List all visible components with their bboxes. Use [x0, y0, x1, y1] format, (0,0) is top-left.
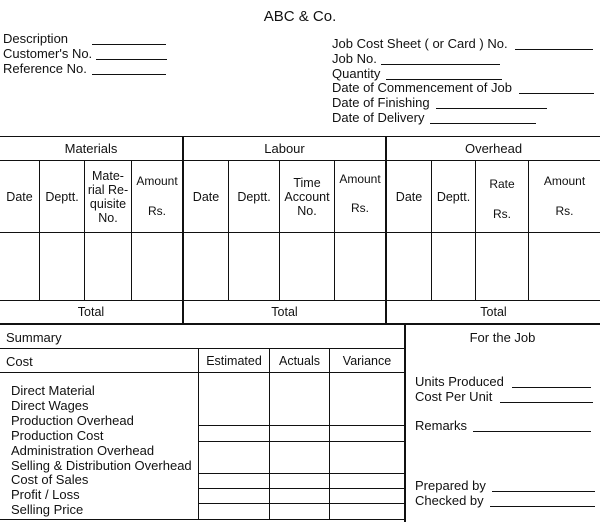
date-commencement-field[interactable] — [519, 93, 594, 94]
units-produced-label: Units Produced — [415, 374, 504, 389]
date-finishing-field[interactable] — [436, 108, 547, 109]
labour-rs-header: Rs. — [351, 201, 369, 215]
job-no-label: Job No. — [332, 51, 377, 66]
overhead-rate-header: Rate — [489, 177, 515, 191]
labour-total: Total — [271, 305, 298, 319]
summary-item: Direct Wages — [11, 398, 89, 413]
customers-no-field[interactable] — [96, 59, 167, 60]
remarks-field[interactable] — [473, 431, 591, 432]
row-divider — [198, 425, 404, 426]
cost-per-unit-label: Cost Per Unit — [415, 389, 493, 404]
summary-item: Profit / Loss — [11, 487, 80, 502]
prepared-by-label: Prepared by — [415, 478, 486, 493]
labour-time-account-header — [280, 161, 334, 232]
summary-title: Summary — [6, 330, 62, 345]
col-divider — [198, 348, 199, 519]
table-bottom-border — [0, 323, 600, 325]
req-line-1: Mate- — [92, 168, 124, 183]
summary-item: Direct Material — [11, 383, 95, 398]
materials-deptt-header: Deptt. — [45, 189, 79, 204]
summary-cost-header: Cost — [6, 354, 33, 369]
quantity-label: Quantity — [332, 66, 381, 81]
summary-item: Production Cost — [11, 428, 104, 443]
req-line-4: No. — [98, 210, 118, 225]
reference-no-field[interactable] — [92, 74, 166, 75]
description-label: Description — [3, 31, 69, 46]
materials-rs-header: Rs. — [148, 204, 166, 218]
job-no-field[interactable] — [381, 64, 500, 65]
summary-item: Selling & Distribution Overhead — [11, 458, 192, 473]
materials-amount-header: Amount — [136, 174, 178, 188]
materials-total: Total — [77, 305, 105, 319]
summary-item: Production Overhead — [11, 413, 134, 428]
checked-by-label: Checked by — [415, 493, 484, 508]
units-produced-field[interactable] — [512, 387, 591, 388]
reference-no-label: Reference No. — [3, 61, 87, 76]
company-title: ABC & Co. — [263, 8, 337, 25]
job-cost-sheet-no-field[interactable] — [515, 49, 593, 50]
row-divider — [198, 488, 404, 489]
overhead-amount-header: Amount — [543, 174, 586, 188]
labour-header: Labour — [264, 140, 305, 156]
time-line-1: Time — [293, 175, 321, 190]
col-divider — [329, 348, 330, 519]
summary-bottom-border — [0, 519, 404, 520]
summary-item: Selling Price — [11, 502, 84, 517]
checked-by-field[interactable] — [490, 506, 595, 507]
overhead-rate-rs-header: Rs. — [493, 207, 511, 221]
overhead-rs-header: Rs. — [555, 204, 574, 218]
summary-job-separator — [404, 324, 406, 522]
description-field[interactable] — [92, 44, 166, 45]
summary-header-divider — [0, 372, 404, 373]
row-divider — [198, 503, 404, 504]
labour-deptt-header: Deptt. — [237, 189, 271, 204]
overhead-date-header: Date — [395, 189, 423, 204]
summary-estimated-header: Estimated — [206, 353, 262, 368]
date-commencement-label: Date of Commencement of Job — [332, 80, 512, 95]
job-cost-sheet-no-label: Job Cost Sheet ( or Card ) No. — [332, 36, 508, 51]
date-finishing-label: Date of Finishing — [332, 95, 430, 110]
materials-header: Materials — [64, 140, 118, 156]
remarks-label: Remarks — [415, 418, 468, 433]
col-header-divider — [0, 232, 600, 233]
customers-no-label: Customer's No. — [3, 46, 93, 61]
date-delivery-label: Date of Delivery — [332, 110, 425, 125]
overhead-deptt-header: Deptt. — [436, 189, 471, 204]
summary-item: Cost of Sales — [11, 472, 89, 487]
prepared-by-field[interactable] — [492, 491, 595, 492]
overhead-total: Total — [480, 305, 507, 319]
req-line-3: quisite — [89, 196, 127, 211]
row-divider — [198, 473, 404, 474]
overhead-header: Overhead — [464, 140, 523, 156]
summary-actuals-header: Actuals — [279, 353, 320, 368]
col-divider — [269, 348, 270, 519]
job-title: For the Job — [469, 330, 536, 345]
req-line-2: rial Re- — [87, 182, 129, 197]
summary-variance-header: Variance — [342, 353, 392, 368]
time-line-3: No. — [297, 203, 317, 218]
row-divider — [198, 441, 404, 442]
date-delivery-field[interactable] — [430, 123, 536, 124]
labour-date-header: Date — [192, 189, 220, 204]
summary-item: Administration Overhead — [11, 443, 155, 458]
materials-requisite-header — [85, 161, 131, 232]
time-line-2: Account — [284, 189, 330, 204]
cost-per-unit-field[interactable] — [500, 402, 593, 403]
materials-date-header: Date — [6, 189, 33, 204]
labour-amount-header: Amount — [339, 172, 381, 186]
